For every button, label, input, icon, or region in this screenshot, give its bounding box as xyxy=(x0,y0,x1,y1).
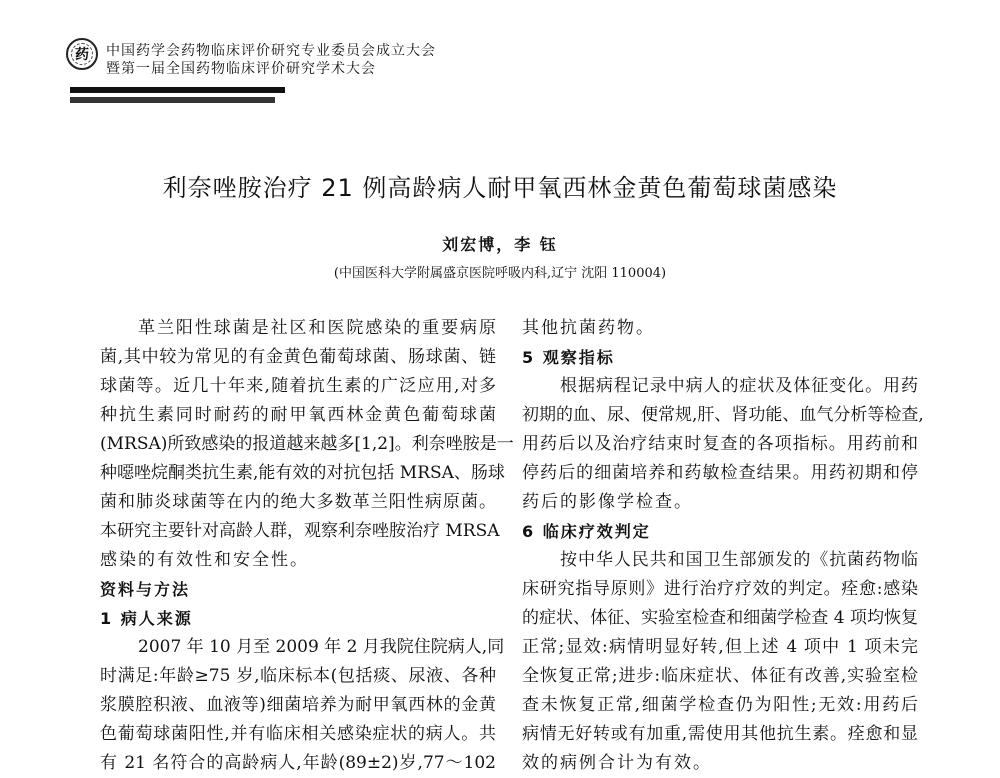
authors: 刘宏博，李 钰 xyxy=(442,235,558,254)
text-line: 种噁唑烷酮类抗生素,能有效的对抗包括 MRSA、肠球 xyxy=(100,463,505,483)
text-line: 革兰阳性球菌是社区和医院感染的重要病原 xyxy=(138,318,496,338)
text-line: 本研究主要针对高龄人群，观察利奈唑胺治疗 MRSA xyxy=(100,521,500,541)
redacted-bar xyxy=(70,87,285,93)
text-line: 正常;显效:病情明显好转,但上述 4 项中 1 项未完 xyxy=(522,637,918,657)
text-line: 药后的影像学检查。 xyxy=(522,492,693,512)
text-line: 有 21 名符合的高龄病人,年龄(89±2)岁,77～102 xyxy=(100,753,496,773)
text-line: 全恢复正常;进步:临床症状、体征有改善,实验室检 xyxy=(522,666,918,686)
text-line: 床研究指导原则》进行治疗疗效的判定。痊愈:感染 xyxy=(522,579,918,599)
section-heading: 5 观察指标 xyxy=(522,348,615,367)
text-line: 的症状、体征、实验室检查和细菌学检查 4 项均恢复 xyxy=(522,608,918,628)
text-line: 色葡萄球菌阳性,并有临床相关感染症状的病人。共 xyxy=(100,724,496,744)
text-line: 种抗生素同时耐药的耐甲氧西林金黄色葡萄球菌 xyxy=(100,405,496,425)
text-line: (MRSA)所致感染的报道越来越多[1,2]。利奈唑胺是一 xyxy=(100,434,514,454)
text-line: 2007 年 10 月至 2009 年 2 月我院住院病人,同 xyxy=(138,637,505,657)
conference-header-line-1: 中国药学会药物临床评价研究专业委员会成立大会 xyxy=(106,43,436,59)
text-line: 用药后以及治疗结束时复查的各项指标。用药前和 xyxy=(522,434,918,454)
section-heading: 6 临床疗效判定 xyxy=(522,522,651,541)
conference-header-line-2: 暨第一届全国药物临床评价研究学术大会 xyxy=(106,61,376,77)
text-line: 根据病程记录中病人的症状及体征变化。用药 xyxy=(560,376,918,396)
section-heading: 资料与方法 xyxy=(100,580,191,599)
society-logo: 药 xyxy=(66,38,98,70)
text-line: 时满足:年龄≥75 岁,临床标本(包括痰、尿液、各种 xyxy=(100,666,496,686)
text-line: 菌,其中较为常见的有金黄色葡萄球菌、肠球菌、链 xyxy=(100,347,496,367)
affiliation: (中国医科大学附属盛京医院呼吸内科,辽宁 沈阳 110004) xyxy=(333,266,667,281)
text-line: 按中华人民共和国卫生部颁发的《抗菌药物临 xyxy=(560,550,918,570)
text-line: 球菌等。近几十年来,随着抗生素的广泛应用,对多 xyxy=(100,376,496,396)
text-line: 病情无好转或有加重,需使用其他抗生素。痊愈和显 xyxy=(522,724,918,744)
right-column xyxy=(522,314,924,778)
text-line: 效的病例合计为有效。 xyxy=(522,753,712,773)
text-line: 其他抗菌药物。 xyxy=(522,318,655,338)
text-line: 查未恢复正常,细菌学检查仍为阳性;无效:用药后 xyxy=(522,695,918,715)
paper-title: 利奈唑胺治疗 21 例高龄病人耐甲氧西林金黄色葡萄球菌感染 xyxy=(162,174,838,202)
text-line: 初期的血、尿、便常规,肝、肾功能、血气分析等检查, xyxy=(522,405,924,425)
left-column xyxy=(100,314,514,778)
text-line: 菌和肺炎球菌等在内的绝大多数革兰阳性病原菌。 xyxy=(100,492,496,512)
section-heading: 1 病人来源 xyxy=(100,609,193,628)
text-line: 停药后的细菌培养和药敏检查结果。用药初期和停 xyxy=(522,463,918,483)
redacted-bar xyxy=(70,97,275,103)
text-line: 感染的有效性和安全性。 xyxy=(100,550,309,570)
text-line: 浆膜腔积液、血液等)细菌培养为耐甲氧西林的金黄 xyxy=(100,695,496,715)
